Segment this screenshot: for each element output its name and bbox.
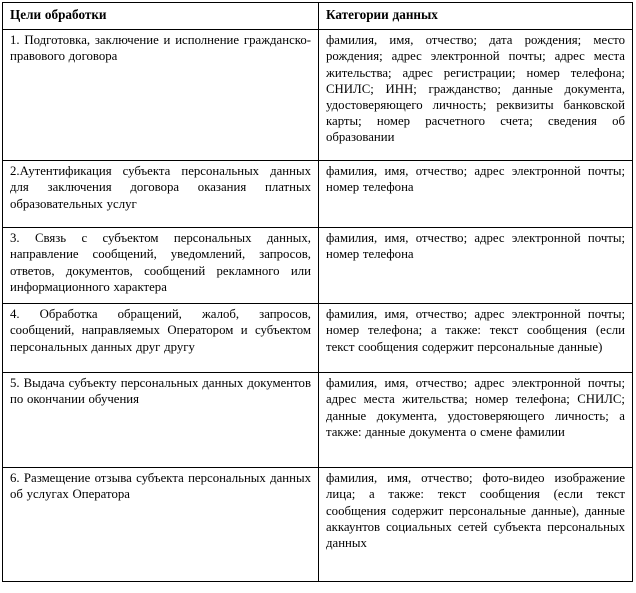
categories-cell: фамилия, имя, отчество; адрес электронной почты; номер телефона; а также: текст сообщения (если текст сообщения содержит персональные данные) xyxy=(319,304,633,373)
table-header-row xyxy=(3,3,633,30)
table-row xyxy=(3,468,633,582)
categories-cell: фамилия, имя, отчество; фото-видео изображение лица; а также: текст сообщения (если текст сообщения содержит персональные данные), данные аккаунтов социальных сетей субъекта персональных данных xyxy=(319,468,633,582)
table-row xyxy=(3,304,633,373)
table-row xyxy=(3,373,633,468)
purpose-cell: 5. Выдача субъекту персональных данных документов по окончании обучения xyxy=(3,373,319,468)
categories-cell: фамилия, имя, отчество; адрес электронной почты; номер телефона xyxy=(319,228,633,304)
table-row xyxy=(3,228,633,304)
purpose-cell: 2.Аутентификация субъекта персональных данных для заключения договора оказания платных образовательных услуг xyxy=(3,161,319,228)
data-categories-table xyxy=(2,2,633,582)
header-data-categories: Категории данных xyxy=(319,3,633,30)
categories-cell: фамилия, имя, отчество; дата рождения; место рождения; адрес электронной почты; адрес места жительства; адрес регистрации; номер телефона; СНИЛС; ИНН; гражданство; данные документа, удостоверяющего личность; реквизиты банковской карты; номер расчетного счета; сведения об образовании xyxy=(319,30,633,161)
table-row xyxy=(3,30,633,161)
categories-cell: фамилия, имя, отчество; адрес электронной почты; адрес места жительства; номер телефона; СНИЛС; данные документа, удостоверяющего личность; а также: данные документа о смене фамилии xyxy=(319,373,633,468)
purpose-cell: 4. Обработка обращений, жалоб, запросов, сообщений, направляемых Оператором и субъектом персональных данных друг другу xyxy=(3,304,319,373)
purpose-cell: 1. Подготовка, заключение и исполнение гражданско-правового договора xyxy=(3,30,319,161)
categories-cell: фамилия, имя, отчество; адрес электронной почты; номер телефона xyxy=(319,161,633,228)
purpose-cell: 3. Связь с субъектом персональных данных, направление сообщений, уведомлений, запросов, ответов, документов, сообщений рекламного или информационного характера xyxy=(3,228,319,304)
header-processing-purposes: Цели обработки xyxy=(3,3,319,30)
purpose-cell: 6. Размещение отзыва субъекта персональных данных об услугах Оператора xyxy=(3,468,319,582)
table-row xyxy=(3,161,633,228)
